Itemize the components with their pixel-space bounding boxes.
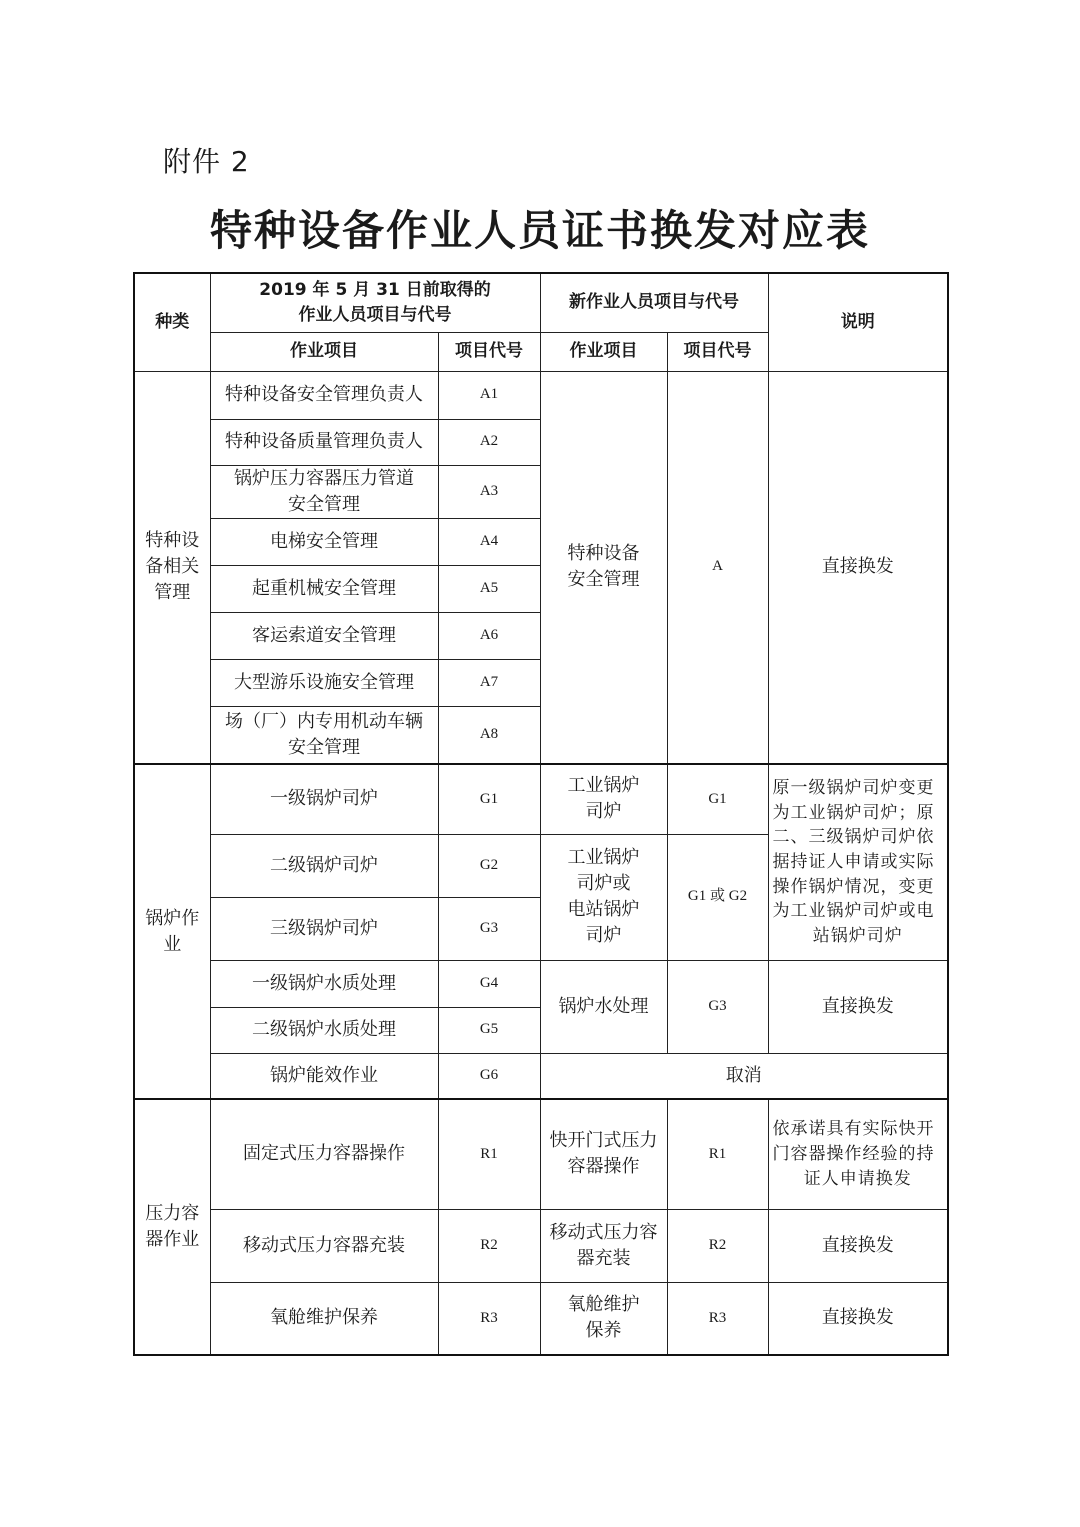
old-code: G1 [438, 764, 540, 834]
old-item: 固定式压力容器操作 [210, 1099, 438, 1209]
old-item: 客运索道安全管理 [210, 612, 438, 659]
old-item: 特种设备质量管理负责人 [210, 419, 438, 465]
header-row-1 [134, 273, 948, 332]
category-cell: 特种设 备相关 管理 [134, 371, 210, 764]
note: 直接换发 [768, 1282, 948, 1355]
new-item: 氧舱维护 保养 [540, 1282, 667, 1355]
old-item: 一级锅炉水质处理 [210, 960, 438, 1007]
new-item: 工业锅炉 司炉或 电站锅炉 司炉 [540, 834, 667, 960]
note: 直接换发 [768, 960, 948, 1053]
new-code: R2 [667, 1209, 768, 1282]
new-item: 锅炉水处理 [540, 960, 667, 1053]
header-note: 说明 [768, 273, 948, 371]
old-code: A7 [438, 659, 540, 706]
cancel-cell: 取消 [540, 1053, 948, 1099]
old-item: 起重机械安全管理 [210, 565, 438, 612]
header-category: 种类 [134, 273, 210, 371]
old-code: A3 [438, 465, 540, 518]
old-code: R3 [438, 1282, 540, 1355]
table-row [134, 1099, 948, 1209]
old-code: G6 [438, 1053, 540, 1099]
new-item: 工业锅炉 司炉 [540, 764, 667, 834]
old-code: R2 [438, 1209, 540, 1282]
old-item: 一级锅炉司炉 [210, 764, 438, 834]
old-code: G4 [438, 960, 540, 1007]
old-code: G5 [438, 1007, 540, 1053]
old-item: 二级锅炉水质处理 [210, 1007, 438, 1053]
old-code: A5 [438, 565, 540, 612]
table-row [134, 1053, 948, 1099]
new-code: R3 [667, 1282, 768, 1355]
category-cell: 压力容 器作业 [134, 1099, 210, 1355]
category-cell: 锅炉作 业 [134, 764, 210, 1099]
old-code: G2 [438, 834, 540, 897]
header-new-code: 项目代号 [667, 332, 768, 371]
old-item: 氧舱维护保养 [210, 1282, 438, 1355]
table-row [134, 1282, 948, 1355]
new-code: A [667, 371, 768, 764]
new-code: G3 [667, 960, 768, 1053]
old-item: 场（厂）内专用机动车辆 安全管理 [210, 706, 438, 764]
new-code: G1 [667, 764, 768, 834]
old-code: A2 [438, 419, 540, 465]
old-code: A4 [438, 518, 540, 565]
new-item: 快开门式压力 容器操作 [540, 1099, 667, 1209]
table-row [134, 1209, 948, 1282]
header-old-code: 项目代号 [438, 332, 540, 371]
new-item: 特种设备 安全管理 [540, 371, 667, 764]
attachment-label: 附件 2 [163, 145, 250, 178]
old-item: 移动式压力容器充装 [210, 1209, 438, 1282]
old-item: 大型游乐设施安全管理 [210, 659, 438, 706]
old-item: 锅炉压力容器压力管道 安全管理 [210, 465, 438, 518]
old-item: 三级锅炉司炉 [210, 897, 438, 960]
note: 依承诺具有实际快开 门容器操作经验的持 证人申请换发 [768, 1099, 948, 1209]
new-code: G1 或 G2 [667, 834, 768, 960]
old-code: R1 [438, 1099, 540, 1209]
mapping-table [133, 272, 949, 1356]
old-code: G3 [438, 897, 540, 960]
old-item: 锅炉能效作业 [210, 1053, 438, 1099]
header-old-group: 2019 年 5 月 31 日前取得的 作业人员项目与代号 [210, 273, 540, 332]
page-title: 特种设备作业人员证书换发对应表 [209, 206, 870, 255]
old-item: 二级锅炉司炉 [210, 834, 438, 897]
old-code: A8 [438, 706, 540, 764]
old-item: 电梯安全管理 [210, 518, 438, 565]
new-item: 移动式压力容 器充装 [540, 1209, 667, 1282]
note: 原一级锅炉司炉变更 为工业锅炉司炉；原 二、三级锅炉司炉依 据持证人申请或实际 操作锅炉情况，变更 为工业锅炉司炉或电 站锅炉司炉 [768, 764, 948, 960]
old-code: A6 [438, 612, 540, 659]
old-item: 特种设备安全管理负责人 [210, 371, 438, 419]
header-new-item: 作业项目 [540, 332, 667, 371]
note: 直接换发 [768, 1209, 948, 1282]
new-code: R1 [667, 1099, 768, 1209]
table-row [134, 371, 948, 419]
table-row [134, 960, 948, 1007]
header-old-item: 作业项目 [210, 332, 438, 371]
note: 直接换发 [768, 371, 948, 764]
table-row [134, 764, 948, 834]
header-new-group: 新作业人员项目与代号 [540, 273, 768, 332]
old-code: A1 [438, 371, 540, 419]
